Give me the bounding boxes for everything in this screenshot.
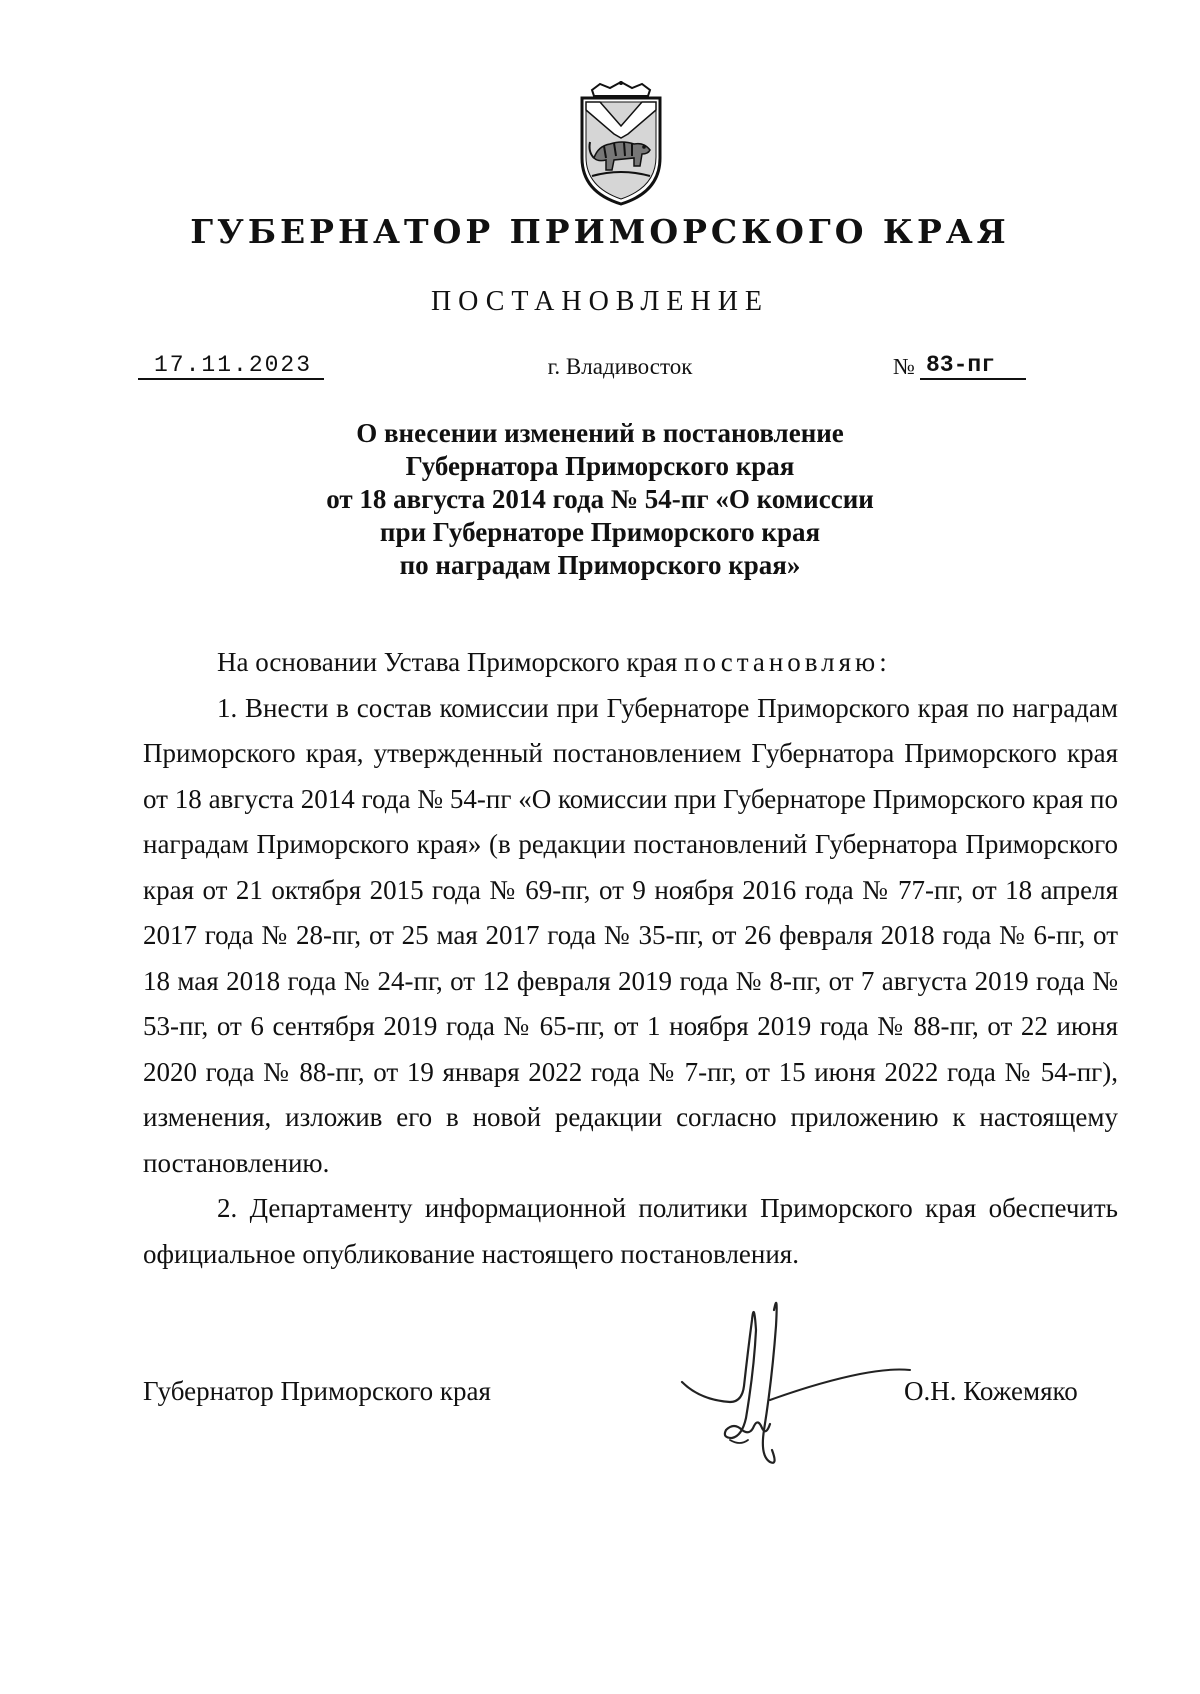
preamble-text: На основании Устава Приморского края: [217, 647, 678, 677]
document-number-label: №: [893, 354, 915, 379]
signatory-name: О.Н. Кожемяко: [904, 1376, 1078, 1406]
document-subject: [200, 417, 1000, 582]
subject-line: по наградам Приморского края»: [399, 550, 801, 580]
subject-line: Губернатора Приморского края: [405, 451, 795, 481]
preamble-verb: постановляю:: [684, 647, 891, 677]
document-number: 83-пг: [920, 352, 1026, 380]
subject-line: при Губернаторе Приморского края: [379, 517, 821, 547]
document-type: ПОСТАНОВЛЕНИЕ: [430, 286, 770, 317]
document-date: 17.11.2023: [138, 352, 324, 380]
handwritten-signature-icon: [670, 1290, 920, 1480]
subject-line: О внесении изменений в постановление: [356, 418, 844, 448]
issuing-authority: ГУБЕРНАТОР ПРИМОРСКОГО КРАЯ: [190, 212, 1010, 251]
preamble-paragraph: [143, 640, 1118, 686]
document-body: [143, 640, 1118, 1277]
subject-line: от 18 августа 2014 года № 54-пг «О комиссии: [326, 484, 874, 514]
signatory-title: Губернатор Приморского края: [143, 1376, 491, 1406]
item-2-paragraph: 2. Департаменту информационной политики Приморского края обеспечить официальное опубликование настоящего постановления.: [143, 1193, 1118, 1269]
coat-of-arms-icon: [570, 80, 672, 208]
item-1-paragraph: 1. Внести в состав комиссии при Губернаторе Приморского края по наградам Приморского края, утвержденный постановлением Губернатора Приморского края от 18 августа 2014 года № 54-пг «О комиссии при Губернаторе Приморского края по наградам Приморского края» (в редакции постановлений Губернатора Приморского края от 21 октября 2015 года № 69-пг, от 9 ноября 2016 года № 77-пг, от 18 апреля 2017 года № 28-пг, от 25 мая 2017 года № 35-пг, от 26 февраля 2018 года № 6-пг, от 18 мая 2018 года № 24-пг, от 12 февраля 2019 года № 8-пг, от 7 августа 2019 года № 53-пг, от 6 сентября 2019 года № 65-пг, от 1 ноября 2019 года № 88-пг, от 22 июня 2020 года № 88-пг, от 19 января 2022 года № 7-пг, от 15 июня 2022 года № 54-пг), изменения, изложив его в новой редакции согласно приложению к настоящему постановлению.: [143, 692, 1118, 1178]
document-city: г. Владивосток: [547, 354, 693, 379]
